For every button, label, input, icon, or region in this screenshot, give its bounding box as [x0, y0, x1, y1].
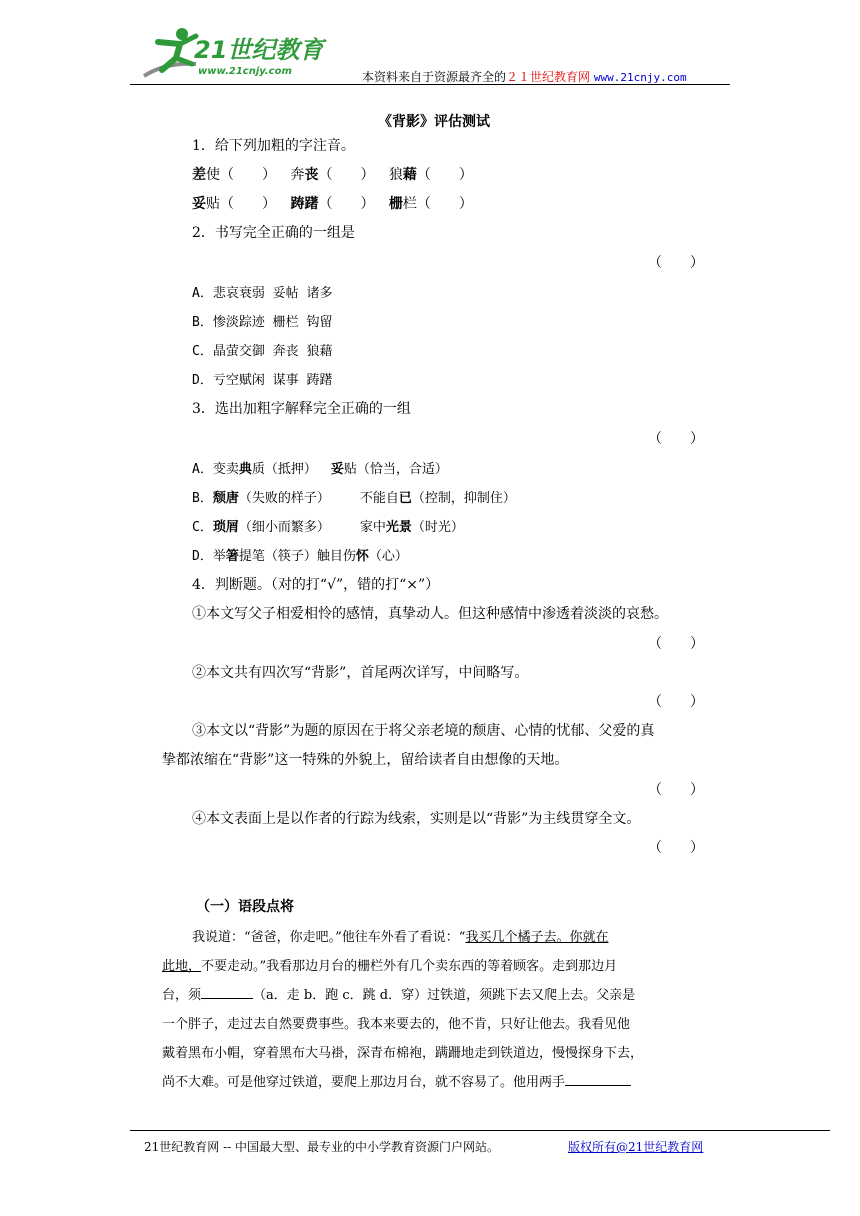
q3-option-c: C．琐屑（细小而繁多） 家中光景（时光）	[192, 520, 464, 535]
q4-item-1: ①本文写父子相爱相怜的感情，真挚动人。但这种感情中渗透着淡淡的哀愁。	[192, 606, 668, 622]
q2-option-d: D．亏空赋闲 谋事 踌躇	[192, 373, 333, 388]
q3-option-a: A．变卖典质（抵押） 妥贴（恰当，合适）	[192, 462, 448, 477]
logo-title: 21世纪教育	[194, 36, 324, 64]
q4-item-2: ②本文共有四次写“背影”，首尾两次详写，中间略写。	[192, 665, 529, 681]
q4-item-4: ④本文表面上是以作者的行踪为线索，实则是以“背影”为主线贯穿全文。	[192, 811, 641, 827]
page-title: 《背影》评估测试	[378, 114, 490, 130]
passage-line-2: 此地，不要走动。”我看那边月台的栅栏外有几个卖东西的等着顾客。走到那边月	[162, 959, 618, 974]
header-note-prefix: 本资料来自于资源最齐全的	[362, 70, 507, 84]
passage-line-6: 尚不大难。可是他穿过铁道，要爬上那边月台，就不容易了。他用两手	[162, 1071, 631, 1090]
q3-prompt: 3．选出加粗字解释完全正确的一组	[192, 401, 411, 417]
q2-option-c: C．晶萤交御 奔丧 狼藉	[192, 344, 333, 359]
answer-blank-2[interactable]	[565, 1071, 631, 1086]
passage-line-4: 一个胖子，走过去自然要费事些。我本来要去的，他不肯，只好让他去。我看见他	[162, 1017, 631, 1032]
footer-left: 21世纪教育网 -- 中国最大型、最专业的中小学教育资源门户网站。	[144, 1140, 500, 1154]
q1-prompt: 1．给下列加粗的字注音。	[192, 138, 355, 154]
footer-rule	[130, 1130, 830, 1131]
q4-item-1-paren: （ ）	[648, 636, 704, 652]
header-note-brand: ２１世纪教育网	[506, 70, 591, 84]
q4-item-3-paren: （ ）	[648, 782, 704, 798]
q4-item-3-cont: 挚都浓缩在“背影”这一特殊的外貌上，留给读者自由想像的天地。	[162, 752, 569, 768]
footer-copyright-link[interactable]: 版权所有@21世纪教育网	[568, 1140, 704, 1154]
q2-prompt: 2．书写完全正确的一组是	[192, 225, 355, 241]
answer-blank-1[interactable]	[201, 984, 253, 999]
q2-option-a: A．悲哀衰弱 妥帖 诸多	[192, 286, 333, 301]
q4-item-2-paren: （ ）	[648, 694, 704, 710]
header-note-url[interactable]: www.21cnjy.com	[593, 71, 687, 84]
site-logo	[136, 24, 336, 84]
passage-line-3: 台，须 （a．走 b．跑 c．跳 d．穿）过铁道，须跳下去又爬上去。父亲是	[162, 984, 635, 1003]
q2-answer-paren: （ ）	[648, 255, 704, 271]
q1-row1: 差使（ ） 奔丧（ ） 狼藉（ ）	[192, 167, 473, 183]
q4-item-4-paren: （ ）	[648, 840, 704, 856]
header-rule	[130, 84, 730, 85]
q4-item-3: ③本文以“背影”为题的原因在于将父亲老境的颓唐、心情的忧郁、父爱的真	[192, 723, 655, 739]
section-heading: （一）语段点将	[196, 899, 294, 915]
passage-line-5: 戴着黑布小帽，穿着黑布大马褂，深青布棉袍，蹒跚地走到铁道边，慢慢探身下去，	[162, 1046, 644, 1061]
q4-prompt: 4．判断题。（对的打“√”，错的打“×”）	[192, 577, 440, 593]
logo-url: www.21cnjy.com	[198, 66, 292, 77]
header-note	[362, 68, 687, 85]
q3-option-b: B．颓唐（失败的样子） 不能自已（控制，抑制住）	[192, 491, 516, 506]
q1-row2: 妥贴（ ） 踌躇（ ） 栅栏（ ）	[192, 196, 473, 212]
q3-answer-paren: （ ）	[648, 431, 704, 447]
passage-line-1: 我说道：“爸爸，你走吧。”他往车外看了看说：“我买几个橘子去。你就在	[192, 930, 609, 945]
q3-option-d: D．举箸提笔（筷子）触目伤怀（心）	[192, 549, 408, 564]
q2-option-b: B．惨淡踪迹 栅栏 钩留	[192, 315, 333, 330]
